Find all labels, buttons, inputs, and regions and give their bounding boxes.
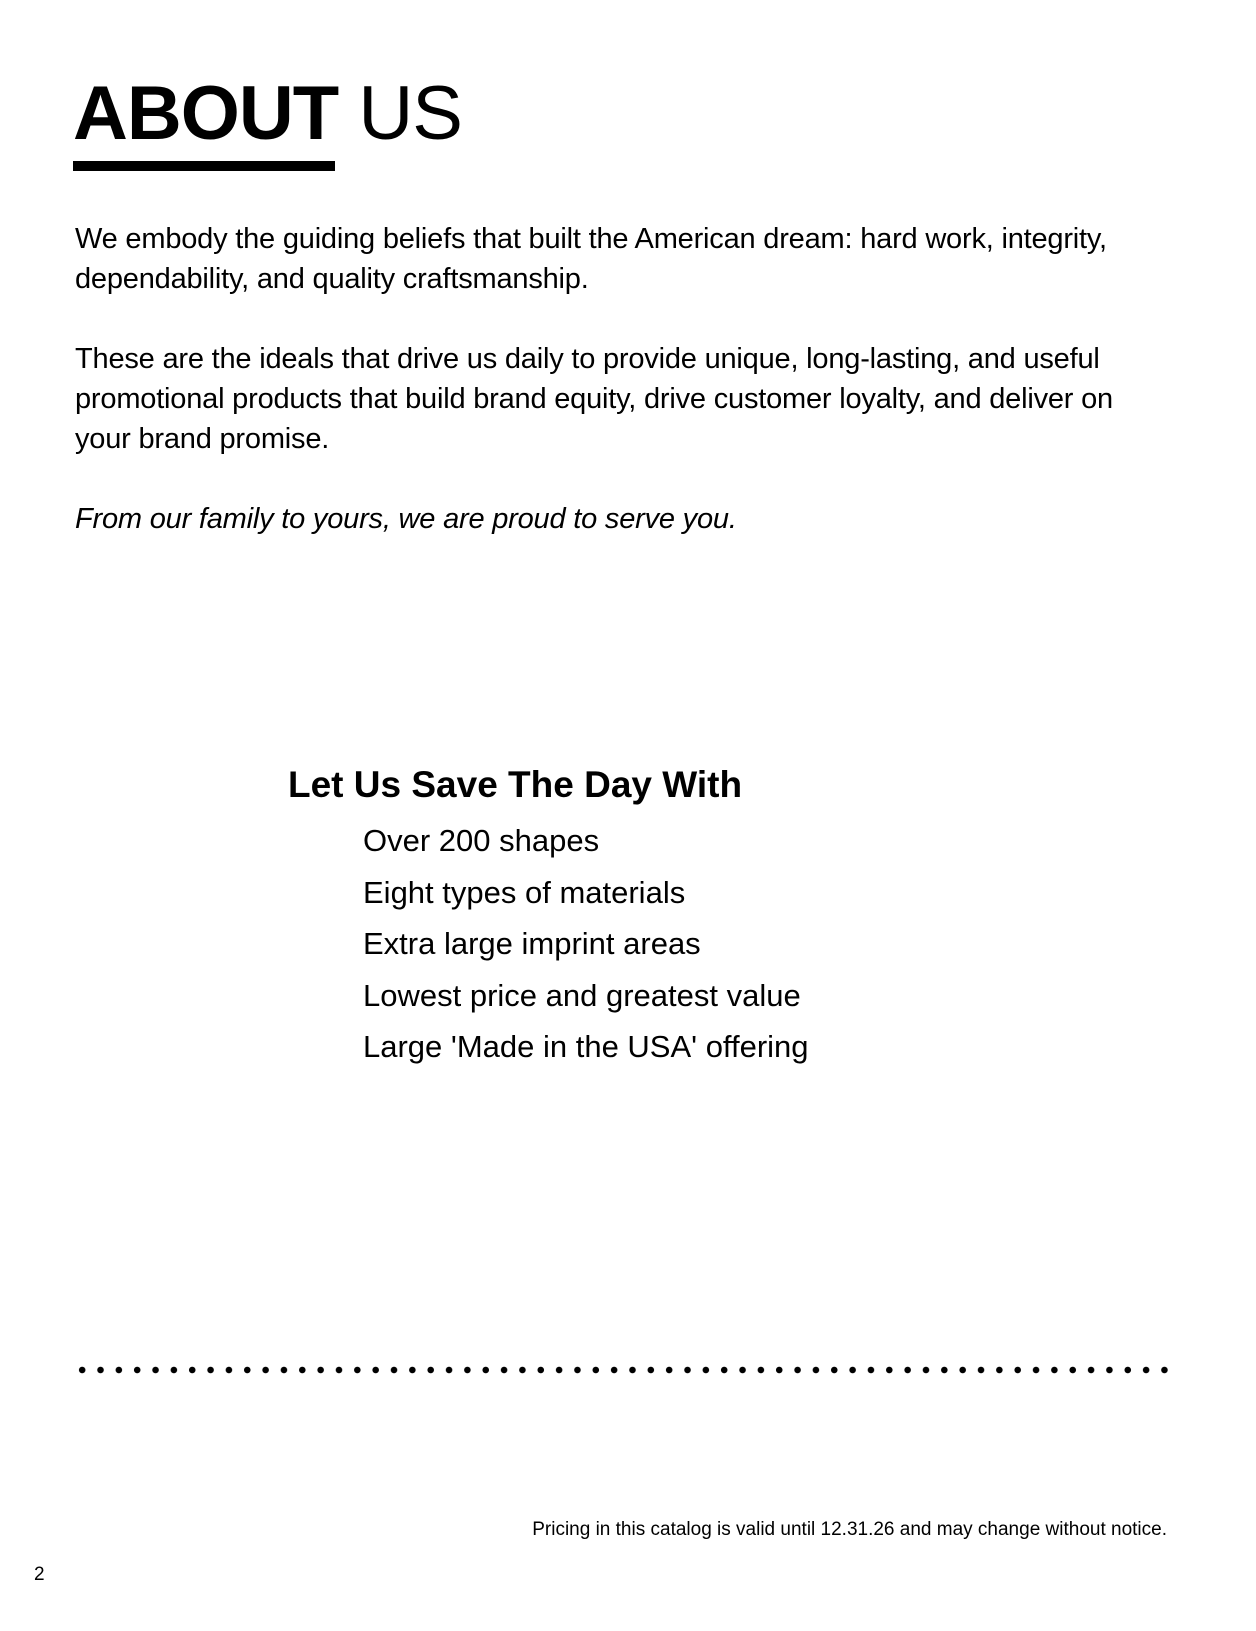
features-list — [363, 815, 809, 1073]
page-title-bold: ABOUT — [73, 71, 339, 156]
intro-paragraph: These are the ideals that drive us daily to provide unique, long-lasting, and useful promotional products that build brand equity, drive customer loyalty, and deliver on your brand promise. — [75, 343, 1113, 455]
dotted-divider — [73, 1366, 1174, 1374]
feature-item: Lowest price and greatest value — [363, 977, 801, 1013]
page-title — [73, 72, 462, 156]
intro-paragraph: We embody the guiding beliefs that built the American dream: hard work, integrity, dependability, and quality craftsmanship. — [75, 223, 1107, 295]
feature-item: Extra large imprint areas — [363, 926, 701, 961]
feature-item: Eight types of materials — [363, 874, 686, 910]
pricing-note: Pricing in this catalog is valid until 12.31.26 and may change without notice. — [532, 1519, 1167, 1540]
page-number: 2 — [34, 1564, 45, 1585]
feature-item: Over 200 shapes — [363, 823, 600, 858]
title-underline — [73, 161, 335, 171]
intro-text — [75, 219, 1155, 539]
feature-item: Large 'Made in the USA' offering — [363, 1029, 809, 1064]
features-heading: Let Us Save The Day With — [288, 764, 743, 805]
intro-closing: From our family to yours, we are proud to serve you. — [75, 503, 737, 535]
page-title-light: US — [358, 71, 462, 156]
